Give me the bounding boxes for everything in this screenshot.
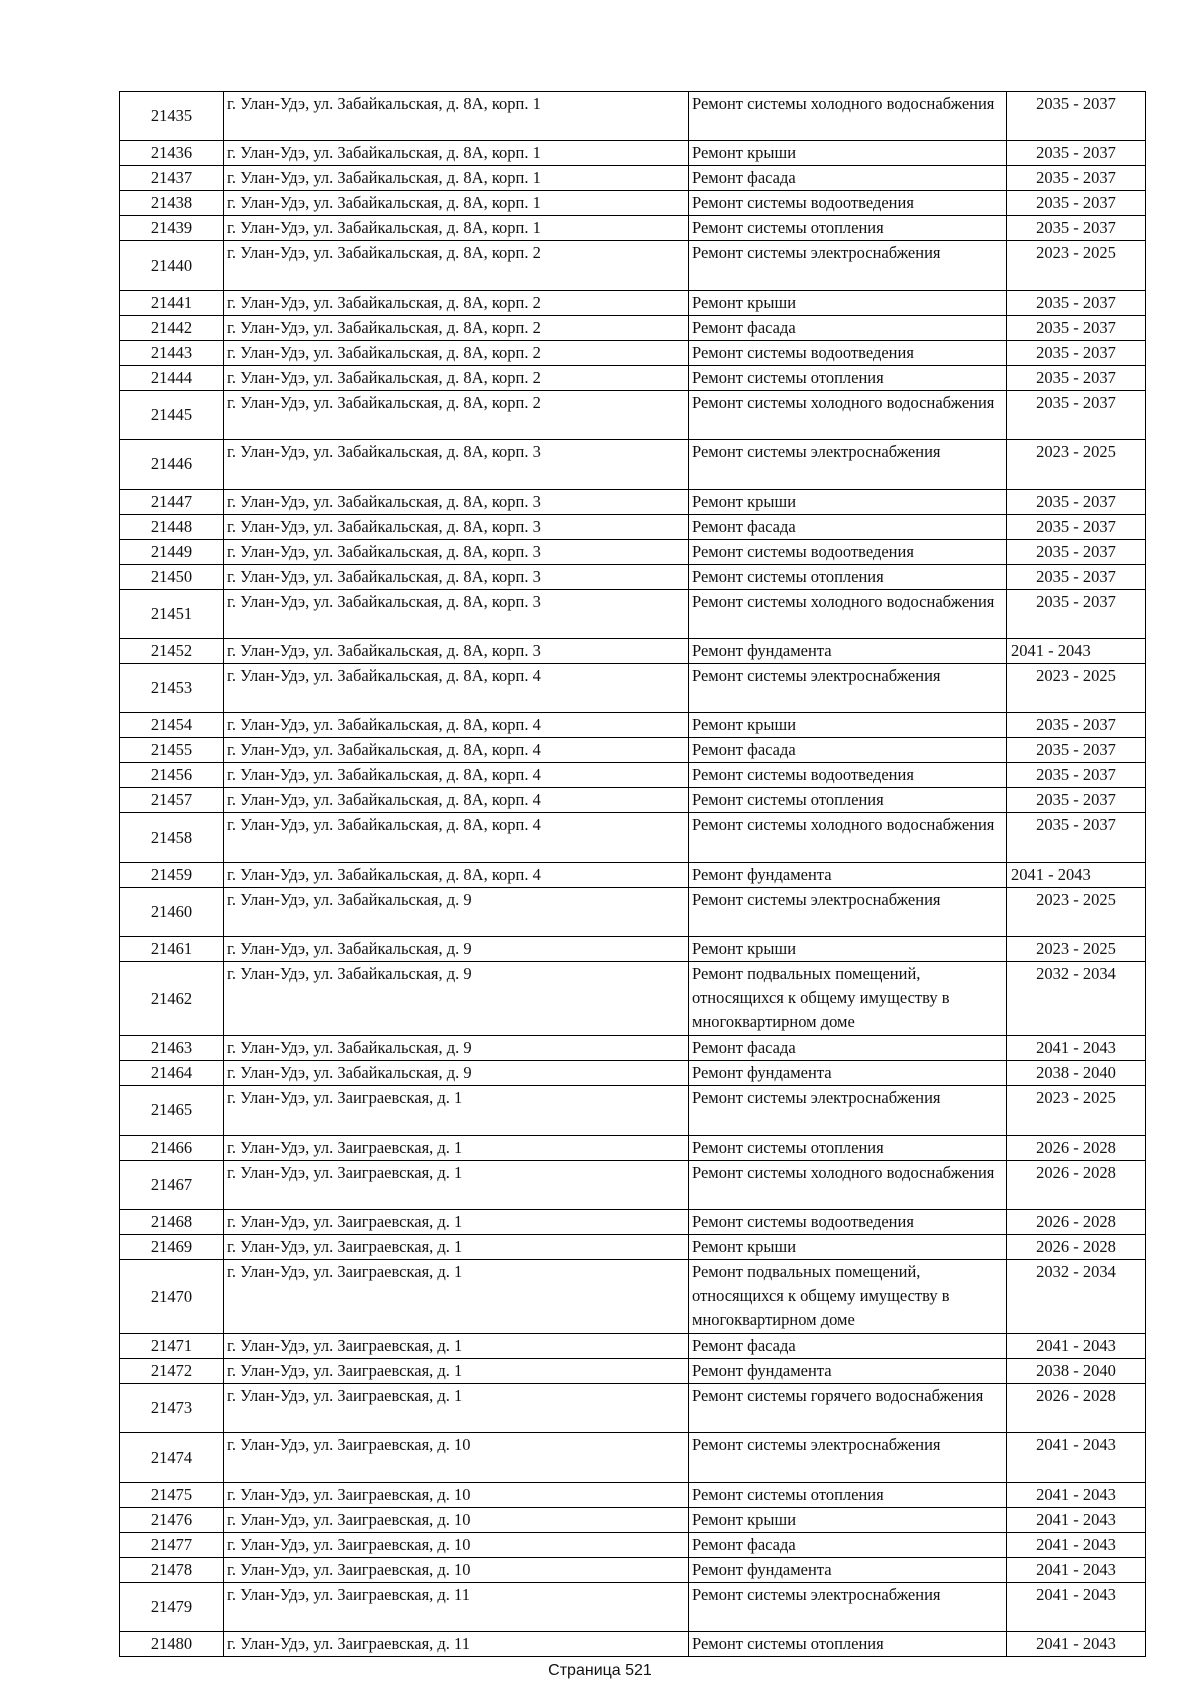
table-row bbox=[120, 539, 1146, 564]
row-work-type: Ремонт системы водоотведения bbox=[689, 191, 1007, 216]
row-period: 2023 - 2025 bbox=[1007, 937, 1146, 962]
row-period: 2026 - 2028 bbox=[1007, 1210, 1146, 1235]
row-number: 21475 bbox=[120, 1482, 224, 1507]
table-row bbox=[120, 166, 1146, 191]
row-address: г. Улан-Удэ, ул. Забайкальская, д. 8А, корп. 3 bbox=[224, 489, 689, 514]
table-row bbox=[120, 365, 1146, 390]
row-address: г. Улан-Удэ, ул. Забайкальская, д. 8А, корп. 2 bbox=[224, 241, 689, 290]
row-number: 21440 bbox=[120, 241, 224, 290]
row-period: 2035 - 2037 bbox=[1007, 340, 1146, 365]
row-address: г. Улан-Удэ, ул. Забайкальская, д. 8А, корп. 4 bbox=[224, 788, 689, 813]
row-period: 2035 - 2037 bbox=[1007, 290, 1146, 315]
row-number: 21477 bbox=[120, 1532, 224, 1557]
table-row bbox=[120, 390, 1146, 439]
row-work-type: Ремонт фундамента bbox=[689, 862, 1007, 887]
row-work-type: Ремонт фундамента bbox=[689, 1359, 1007, 1384]
table-row bbox=[120, 1482, 1146, 1507]
table-row bbox=[120, 514, 1146, 539]
row-address: г. Улан-Удэ, ул. Заиграевская, д. 1 bbox=[224, 1260, 689, 1334]
row-number: 21455 bbox=[120, 738, 224, 763]
row-number: 21450 bbox=[120, 564, 224, 589]
row-number: 21467 bbox=[120, 1160, 224, 1209]
row-work-type: Ремонт системы холодного водоснабжения bbox=[689, 1160, 1007, 1209]
row-address: г. Улан-Удэ, ул. Забайкальская, д. 8А, корп. 1 bbox=[224, 216, 689, 241]
row-address: г. Улан-Удэ, ул. Забайкальская, д. 8А, корп. 2 bbox=[224, 365, 689, 390]
row-work-type: Ремонт системы отопления bbox=[689, 216, 1007, 241]
row-number: 21466 bbox=[120, 1135, 224, 1160]
row-period: 2041 - 2043 bbox=[1007, 1334, 1146, 1359]
row-period: 2023 - 2025 bbox=[1007, 887, 1146, 936]
row-period: 2041 - 2043 bbox=[1007, 1632, 1146, 1657]
table-row bbox=[120, 1260, 1146, 1334]
row-number: 21476 bbox=[120, 1507, 224, 1532]
row-work-type: Ремонт подвальных помещений, относящихся к общему имуществу в многоквартирном доме bbox=[689, 1260, 1007, 1334]
row-number: 21472 bbox=[120, 1359, 224, 1384]
row-work-type: Ремонт крыши bbox=[689, 937, 1007, 962]
row-address: г. Улан-Удэ, ул. Заиграевская, д. 1 bbox=[224, 1135, 689, 1160]
row-address: г. Улан-Удэ, ул. Заиграевская, д. 1 bbox=[224, 1160, 689, 1209]
row-address: г. Улан-Удэ, ул. Забайкальская, д. 8А, корп. 4 bbox=[224, 862, 689, 887]
row-period: 2035 - 2037 bbox=[1007, 539, 1146, 564]
row-period: 2035 - 2037 bbox=[1007, 390, 1146, 439]
row-work-type: Ремонт фундамента bbox=[689, 1557, 1007, 1582]
row-work-type: Ремонт системы отопления bbox=[689, 365, 1007, 390]
row-number: 21474 bbox=[120, 1433, 224, 1482]
row-period: 2041 - 2043 bbox=[1007, 1036, 1146, 1061]
row-period: 2035 - 2037 bbox=[1007, 166, 1146, 191]
row-period: 2023 - 2025 bbox=[1007, 1086, 1146, 1135]
row-number: 21449 bbox=[120, 539, 224, 564]
row-work-type: Ремонт фасада bbox=[689, 514, 1007, 539]
row-number: 21436 bbox=[120, 141, 224, 166]
row-period: 2041 - 2043 bbox=[1007, 1433, 1146, 1482]
repair-schedule-table bbox=[119, 91, 1146, 1657]
row-work-type: Ремонт системы холодного водоснабжения bbox=[689, 92, 1007, 141]
row-work-type: Ремонт системы электроснабжения bbox=[689, 440, 1007, 489]
row-period: 2041 - 2043 bbox=[1007, 1482, 1146, 1507]
row-work-type: Ремонт системы водоотведения bbox=[689, 763, 1007, 788]
row-period: 2035 - 2037 bbox=[1007, 191, 1146, 216]
table-row bbox=[120, 937, 1146, 962]
row-number: 21464 bbox=[120, 1061, 224, 1086]
row-work-type: Ремонт системы отопления bbox=[689, 788, 1007, 813]
row-period: 2035 - 2037 bbox=[1007, 763, 1146, 788]
table-row bbox=[120, 862, 1146, 887]
row-number: 21451 bbox=[120, 589, 224, 638]
row-number: 21444 bbox=[120, 365, 224, 390]
row-work-type: Ремонт фасада bbox=[689, 1036, 1007, 1061]
table-row bbox=[120, 788, 1146, 813]
row-address: г. Улан-Удэ, ул. Заиграевская, д. 1 bbox=[224, 1359, 689, 1384]
row-number: 21456 bbox=[120, 763, 224, 788]
table-row bbox=[120, 1160, 1146, 1209]
row-number: 21480 bbox=[120, 1632, 224, 1657]
row-period: 2041 - 2043 bbox=[1007, 862, 1146, 887]
row-period: 2041 - 2043 bbox=[1007, 638, 1146, 663]
row-work-type: Ремонт крыши bbox=[689, 141, 1007, 166]
row-address: г. Улан-Удэ, ул. Забайкальская, д. 8А, корп. 4 bbox=[224, 738, 689, 763]
row-period: 2035 - 2037 bbox=[1007, 489, 1146, 514]
table-row bbox=[120, 1507, 1146, 1532]
row-address: г. Улан-Удэ, ул. Забайкальская, д. 8А, корп. 2 bbox=[224, 340, 689, 365]
row-work-type: Ремонт подвальных помещений, относящихся к общему имуществу в многоквартирном доме bbox=[689, 962, 1007, 1036]
table-body bbox=[120, 92, 1146, 1657]
row-period: 2041 - 2043 bbox=[1007, 1532, 1146, 1557]
row-address: г. Улан-Удэ, ул. Заиграевская, д. 10 bbox=[224, 1507, 689, 1532]
row-period: 2041 - 2043 bbox=[1007, 1557, 1146, 1582]
table-row bbox=[120, 290, 1146, 315]
row-period: 2038 - 2040 bbox=[1007, 1061, 1146, 1086]
row-work-type: Ремонт системы электроснабжения bbox=[689, 1433, 1007, 1482]
row-address: г. Улан-Удэ, ул. Забайкальская, д. 8А, корп. 4 bbox=[224, 813, 689, 862]
row-work-type: Ремонт системы электроснабжения bbox=[689, 241, 1007, 290]
row-work-type: Ремонт системы водоотведения bbox=[689, 340, 1007, 365]
row-address: г. Улан-Удэ, ул. Заиграевская, д. 1 bbox=[224, 1086, 689, 1135]
table-row bbox=[120, 216, 1146, 241]
table-row bbox=[120, 713, 1146, 738]
row-number: 21459 bbox=[120, 862, 224, 887]
row-work-type: Ремонт крыши bbox=[689, 713, 1007, 738]
row-address: г. Улан-Удэ, ул. Заиграевская, д. 10 bbox=[224, 1532, 689, 1557]
row-number: 21454 bbox=[120, 713, 224, 738]
row-work-type: Ремонт фасада bbox=[689, 1532, 1007, 1557]
row-work-type: Ремонт системы водоотведения bbox=[689, 1210, 1007, 1235]
row-work-type: Ремонт системы отопления bbox=[689, 1135, 1007, 1160]
table-row bbox=[120, 440, 1146, 489]
row-address: г. Улан-Удэ, ул. Заиграевская, д. 1 bbox=[224, 1235, 689, 1260]
row-number: 21443 bbox=[120, 340, 224, 365]
row-period: 2035 - 2037 bbox=[1007, 713, 1146, 738]
row-work-type: Ремонт крыши bbox=[689, 489, 1007, 514]
row-number: 21473 bbox=[120, 1384, 224, 1433]
row-period: 2026 - 2028 bbox=[1007, 1160, 1146, 1209]
row-number: 21447 bbox=[120, 489, 224, 514]
row-period: 2035 - 2037 bbox=[1007, 589, 1146, 638]
table-row bbox=[120, 813, 1146, 862]
row-address: г. Улан-Удэ, ул. Забайкальская, д. 8А, корп. 3 bbox=[224, 589, 689, 638]
row-number: 21469 bbox=[120, 1235, 224, 1260]
row-work-type: Ремонт системы холодного водоснабжения bbox=[689, 589, 1007, 638]
row-period: 2035 - 2037 bbox=[1007, 315, 1146, 340]
row-period: 2035 - 2037 bbox=[1007, 788, 1146, 813]
row-number: 21442 bbox=[120, 315, 224, 340]
row-number: 21441 bbox=[120, 290, 224, 315]
row-address: г. Улан-Удэ, ул. Забайкальская, д. 8А, корп. 1 bbox=[224, 166, 689, 191]
row-address: г. Улан-Удэ, ул. Заиграевская, д. 11 bbox=[224, 1632, 689, 1657]
row-work-type: Ремонт крыши bbox=[689, 1507, 1007, 1532]
row-number: 21465 bbox=[120, 1086, 224, 1135]
row-period: 2023 - 2025 bbox=[1007, 663, 1146, 712]
row-period: 2035 - 2037 bbox=[1007, 738, 1146, 763]
row-work-type: Ремонт фундамента bbox=[689, 1061, 1007, 1086]
row-period: 2035 - 2037 bbox=[1007, 92, 1146, 141]
row-work-type: Ремонт системы отопления bbox=[689, 564, 1007, 589]
table-row bbox=[120, 1210, 1146, 1235]
row-number: 21435 bbox=[120, 92, 224, 141]
row-address: г. Улан-Удэ, ул. Забайкальская, д. 8А, корп. 2 bbox=[224, 315, 689, 340]
row-address: г. Улан-Удэ, ул. Забайкальская, д. 9 bbox=[224, 1036, 689, 1061]
row-period: 2041 - 2043 bbox=[1007, 1582, 1146, 1631]
row-number: 21446 bbox=[120, 440, 224, 489]
row-address: г. Улан-Удэ, ул. Забайкальская, д. 8А, корп. 3 bbox=[224, 440, 689, 489]
table-row bbox=[120, 1384, 1146, 1433]
row-work-type: Ремонт фасада bbox=[689, 166, 1007, 191]
row-number: 21478 bbox=[120, 1557, 224, 1582]
row-work-type: Ремонт системы холодного водоснабжения bbox=[689, 813, 1007, 862]
row-number: 21470 bbox=[120, 1260, 224, 1334]
row-number: 21448 bbox=[120, 514, 224, 539]
row-number: 21452 bbox=[120, 638, 224, 663]
table-row bbox=[120, 340, 1146, 365]
row-address: г. Улан-Удэ, ул. Забайкальская, д. 8А, корп. 3 bbox=[224, 638, 689, 663]
row-work-type: Ремонт системы водоотведения bbox=[689, 539, 1007, 564]
row-address: г. Улан-Удэ, ул. Забайкальская, д. 9 bbox=[224, 962, 689, 1036]
page-number: Страница 521 bbox=[548, 1662, 652, 1679]
table-row bbox=[120, 1433, 1146, 1482]
table-row bbox=[120, 738, 1146, 763]
row-work-type: Ремонт крыши bbox=[689, 1235, 1007, 1260]
row-work-type: Ремонт фасада bbox=[689, 315, 1007, 340]
row-number: 21463 bbox=[120, 1036, 224, 1061]
row-work-type: Ремонт системы отопления bbox=[689, 1482, 1007, 1507]
row-period: 2035 - 2037 bbox=[1007, 365, 1146, 390]
row-number: 21458 bbox=[120, 813, 224, 862]
row-address: г. Улан-Удэ, ул. Забайкальская, д. 9 bbox=[224, 937, 689, 962]
row-address: г. Улан-Удэ, ул. Забайкальская, д. 8А, корп. 4 bbox=[224, 763, 689, 788]
row-period: 2032 - 2034 bbox=[1007, 962, 1146, 1036]
row-address: г. Улан-Удэ, ул. Заиграевская, д. 10 bbox=[224, 1557, 689, 1582]
table-row bbox=[120, 1086, 1146, 1135]
row-address: г. Улан-Удэ, ул. Забайкальская, д. 9 bbox=[224, 887, 689, 936]
row-address: г. Улан-Удэ, ул. Заиграевская, д. 1 bbox=[224, 1210, 689, 1235]
row-address: г. Улан-Удэ, ул. Забайкальская, д. 8А, корп. 1 bbox=[224, 191, 689, 216]
row-number: 21445 bbox=[120, 390, 224, 439]
row-number: 21471 bbox=[120, 1334, 224, 1359]
row-work-type: Ремонт системы электроснабжения bbox=[689, 887, 1007, 936]
table-row bbox=[120, 241, 1146, 290]
row-period: 2035 - 2037 bbox=[1007, 813, 1146, 862]
row-address: г. Улан-Удэ, ул. Забайкальская, д. 9 bbox=[224, 1061, 689, 1086]
row-period: 2023 - 2025 bbox=[1007, 241, 1146, 290]
row-work-type: Ремонт крыши bbox=[689, 290, 1007, 315]
table-row bbox=[120, 92, 1146, 141]
table-row bbox=[120, 564, 1146, 589]
row-number: 21479 bbox=[120, 1582, 224, 1631]
row-period: 2032 - 2034 bbox=[1007, 1260, 1146, 1334]
table-row bbox=[120, 1061, 1146, 1086]
row-address: г. Улан-Удэ, ул. Заиграевская, д. 1 bbox=[224, 1384, 689, 1433]
row-number: 21468 bbox=[120, 1210, 224, 1235]
row-period: 2026 - 2028 bbox=[1007, 1384, 1146, 1433]
table-row bbox=[120, 1632, 1146, 1657]
row-address: г. Улан-Удэ, ул. Забайкальская, д. 8А, корп. 2 bbox=[224, 290, 689, 315]
row-number: 21437 bbox=[120, 166, 224, 191]
table-row bbox=[120, 191, 1146, 216]
row-work-type: Ремонт системы электроснабжения bbox=[689, 663, 1007, 712]
table-row bbox=[120, 589, 1146, 638]
row-number: 21453 bbox=[120, 663, 224, 712]
row-address: г. Улан-Удэ, ул. Забайкальская, д. 8А, корп. 3 bbox=[224, 539, 689, 564]
table-row bbox=[120, 887, 1146, 936]
row-period: 2035 - 2037 bbox=[1007, 514, 1146, 539]
row-work-type: Ремонт фасада bbox=[689, 738, 1007, 763]
row-number: 21438 bbox=[120, 191, 224, 216]
table-row bbox=[120, 1235, 1146, 1260]
row-address: г. Улан-Удэ, ул. Забайкальская, д. 8А, корп. 2 bbox=[224, 390, 689, 439]
row-address: г. Улан-Удэ, ул. Забайкальская, д. 8А, корп. 3 bbox=[224, 564, 689, 589]
table-row bbox=[120, 663, 1146, 712]
row-address: г. Улан-Удэ, ул. Забайкальская, д. 8А, корп. 1 bbox=[224, 92, 689, 141]
table-row bbox=[120, 962, 1146, 1036]
row-period: 2038 - 2040 bbox=[1007, 1359, 1146, 1384]
table-row bbox=[120, 489, 1146, 514]
row-period: 2035 - 2037 bbox=[1007, 216, 1146, 241]
row-work-type: Ремонт системы электроснабжения bbox=[689, 1582, 1007, 1631]
row-work-type: Ремонт системы горячего водоснабжения bbox=[689, 1384, 1007, 1433]
row-work-type: Ремонт системы отопления bbox=[689, 1632, 1007, 1657]
row-period: 2041 - 2043 bbox=[1007, 1507, 1146, 1532]
row-number: 21439 bbox=[120, 216, 224, 241]
row-address: г. Улан-Удэ, ул. Заиграевская, д. 1 bbox=[224, 1334, 689, 1359]
row-number: 21457 bbox=[120, 788, 224, 813]
row-number: 21461 bbox=[120, 937, 224, 962]
row-number: 21460 bbox=[120, 887, 224, 936]
row-period: 2026 - 2028 bbox=[1007, 1235, 1146, 1260]
row-address: г. Улан-Удэ, ул. Забайкальская, д. 8А, корп. 3 bbox=[224, 514, 689, 539]
row-period: 2023 - 2025 bbox=[1007, 440, 1146, 489]
table-row bbox=[120, 763, 1146, 788]
table-row bbox=[120, 141, 1146, 166]
row-work-type: Ремонт системы электроснабжения bbox=[689, 1086, 1007, 1135]
table-row bbox=[120, 315, 1146, 340]
row-period: 2035 - 2037 bbox=[1007, 564, 1146, 589]
row-address: г. Улан-Удэ, ул. Заиграевская, д. 10 bbox=[224, 1482, 689, 1507]
row-address: г. Улан-Удэ, ул. Заиграевская, д. 10 bbox=[224, 1433, 689, 1482]
table-row bbox=[120, 1334, 1146, 1359]
row-address: г. Улан-Удэ, ул. Заиграевская, д. 11 bbox=[224, 1582, 689, 1631]
row-number: 21462 bbox=[120, 962, 224, 1036]
row-address: г. Улан-Удэ, ул. Забайкальская, д. 8А, корп. 4 bbox=[224, 663, 689, 712]
table-row bbox=[120, 638, 1146, 663]
table-row bbox=[120, 1135, 1146, 1160]
row-work-type: Ремонт фундамента bbox=[689, 638, 1007, 663]
row-period: 2035 - 2037 bbox=[1007, 141, 1146, 166]
row-work-type: Ремонт системы холодного водоснабжения bbox=[689, 390, 1007, 439]
table-row bbox=[120, 1532, 1146, 1557]
row-period: 2026 - 2028 bbox=[1007, 1135, 1146, 1160]
table-row bbox=[120, 1557, 1146, 1582]
table-row bbox=[120, 1582, 1146, 1631]
row-address: г. Улан-Удэ, ул. Забайкальская, д. 8А, корп. 4 bbox=[224, 713, 689, 738]
row-work-type: Ремонт фасада bbox=[689, 1334, 1007, 1359]
table-row bbox=[120, 1359, 1146, 1384]
row-address: г. Улан-Удэ, ул. Забайкальская, д. 8А, корп. 1 bbox=[224, 141, 689, 166]
table-row bbox=[120, 1036, 1146, 1061]
